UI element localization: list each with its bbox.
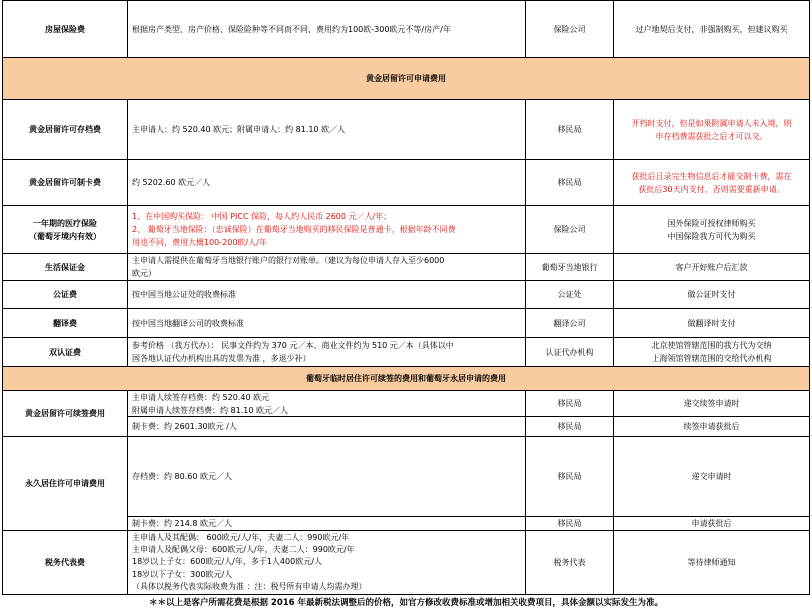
living-proof-note: 客户开好账户后汇款 xyxy=(614,254,810,281)
storage-fee-note: 开档时支付，但是如果附属申请人未入境，则 申存档费需获批之后才可以交。 xyxy=(614,100,810,160)
living-proof-agency: 葡萄牙当地银行 xyxy=(526,254,614,281)
storage-fee-agency: 移民局 xyxy=(526,100,614,160)
permanent-card-note: 申请获批后 xyxy=(614,517,810,531)
footnote: ＊＊以上是客户所需花费是根据 2016 年最新税法调整后的价格，如官方修改收费标准或增加相关收费项目，具体金额以实际发生为准。 xyxy=(148,598,664,608)
renewal-card-agency: 移民局 xyxy=(526,417,614,437)
double-cert-fee-note: 北京使馆管辖范围的我方代为交纳 上海领馆管辖范围的交给代办机构 xyxy=(614,338,810,367)
tax-rep-fee-agency: 税务代表 xyxy=(526,531,614,595)
permanent-storage-agency: 移民局 xyxy=(526,437,614,517)
tax-rep-fee-name: 税务代表费 xyxy=(3,531,128,595)
permanent-storage-note: 递交申请时 xyxy=(614,437,810,517)
medical-insurance-name: 一年期的医疗保险 （葡萄牙境内有效） xyxy=(3,206,128,254)
medical-insurance-agency: 保险公司 xyxy=(526,206,614,254)
double-cert-fee-desc: 参考价格 （我方代办）： 民事文件约为 370 元／本、商业文件约为 510 元／本（具体以中 国各地认证代办机构出具的发票为准 ，多退少补） xyxy=(128,338,526,367)
notary-fee-name: 公证费 xyxy=(3,281,128,309)
translation-fee-name: 翻译费 xyxy=(3,309,128,338)
notary-fee-note: 做公证时支付 xyxy=(614,281,810,309)
section-header-renewal-permanent: 葡萄牙临时居住许可续签的费用和葡萄牙永居申请的费用 xyxy=(3,367,810,391)
double-cert-fee-name: 双认证费 xyxy=(3,338,128,367)
permanent-card-agency: 移民局 xyxy=(526,517,614,531)
card-fee-name: 黄金居留许可制卡费 xyxy=(3,160,128,206)
tax-rep-fee-desc: 主申请人及其配偶： 600欧元/人/年，夫妻二人：990欧元/年 主申请人及配偶父母：600欧元/人/年，夫妻二人：990欧元/年 18岁以上子女：600欧元/人/年，多于1人400欧元/人 18岁以下子女：300欧元/人 （具体以税务代表实际收费为准 ：注：税号所有申请人均需办理） xyxy=(128,531,526,595)
translation-fee-desc: 按中国当地翻译公司的收费标准 xyxy=(128,309,526,338)
medical-insurance-desc: 1、在中国购买保险： 中国 PICC 保险，每人约人民币 2600 元／人/年； 2、 葡萄牙当地保险：（忠诚保险）在葡萄牙当地购买的移民保险是普通卡，根据年龄不同费 用也不同，费用大概100-200欧/人/年 xyxy=(128,206,526,254)
tax-rep-fee-note: 等待律师通知 xyxy=(614,531,810,595)
storage-fee-name: 黄金居留许可存档费 xyxy=(3,100,128,160)
medical-insurance-note: 国外保险可授权律师购买 中国保险我方可代为购买 xyxy=(614,206,810,254)
notary-fee-desc: 按中国当地公证处的收费标准 xyxy=(128,281,526,309)
section-header-golden-visa: 黄金居留许可申请费用 xyxy=(3,58,810,100)
renewal-storage-desc: 主申请人续签存档费：约 520.40 欧元 附属申请人续签存档费：约 81.10 欧元／人 xyxy=(128,391,526,417)
living-proof-desc: 主申请人需提供在葡萄牙当地银行账户的银行对账单。（建议为每位申请人存入至少6000 欧元） xyxy=(128,254,526,281)
card-fee-note: 获批后且录完生物信息后才能交制卡费，需在 获批后30天内支付，否则需要重新申请。 xyxy=(614,160,810,206)
notary-fee-agency: 公证处 xyxy=(526,281,614,309)
translation-fee-note: 做翻译时支付 xyxy=(614,309,810,338)
living-proof-name: 生活保证金 xyxy=(3,254,128,281)
house-insurance-agency: 保险公司 xyxy=(526,1,614,58)
card-fee-desc: 约 5202.60 欧元／人 xyxy=(128,160,526,206)
storage-fee-desc: 主申请人：约 520.40 欧元；附属申请人：约 81.10 欧／人 xyxy=(128,100,526,160)
house-insurance-note: 过户地契后支付，非强制购买，但建议购买 xyxy=(614,1,810,58)
renewal-fee-name: 黄金居留许可续签费用 xyxy=(3,391,128,437)
house-insurance-desc: 根据房产类型、房产价格、保险险种等不同而不同，费用约为100欧-300欧元不等/房产/年 xyxy=(128,1,526,58)
renewal-storage-agency: 移民局 xyxy=(526,391,614,417)
renewal-storage-note: 递交续签申请时 xyxy=(614,391,810,417)
permanent-card-desc: 制卡费：约 214.8 欧元／人 xyxy=(128,517,526,531)
double-cert-fee-agency: 认证代办机构 xyxy=(526,338,614,367)
house-insurance-name: 房屋保险费 xyxy=(3,1,128,58)
renewal-card-desc: 制卡费：约 2601.30欧元 /人 xyxy=(128,417,526,437)
permanent-fee-name: 永久居住许可申请费用 xyxy=(3,437,128,531)
card-fee-agency: 移民局 xyxy=(526,160,614,206)
renewal-card-note: 续签申请获批后 xyxy=(614,417,810,437)
permanent-storage-desc: 存档费：约 80.60 欧元／人 xyxy=(128,437,526,517)
translation-fee-agency: 翻译公司 xyxy=(526,309,614,338)
